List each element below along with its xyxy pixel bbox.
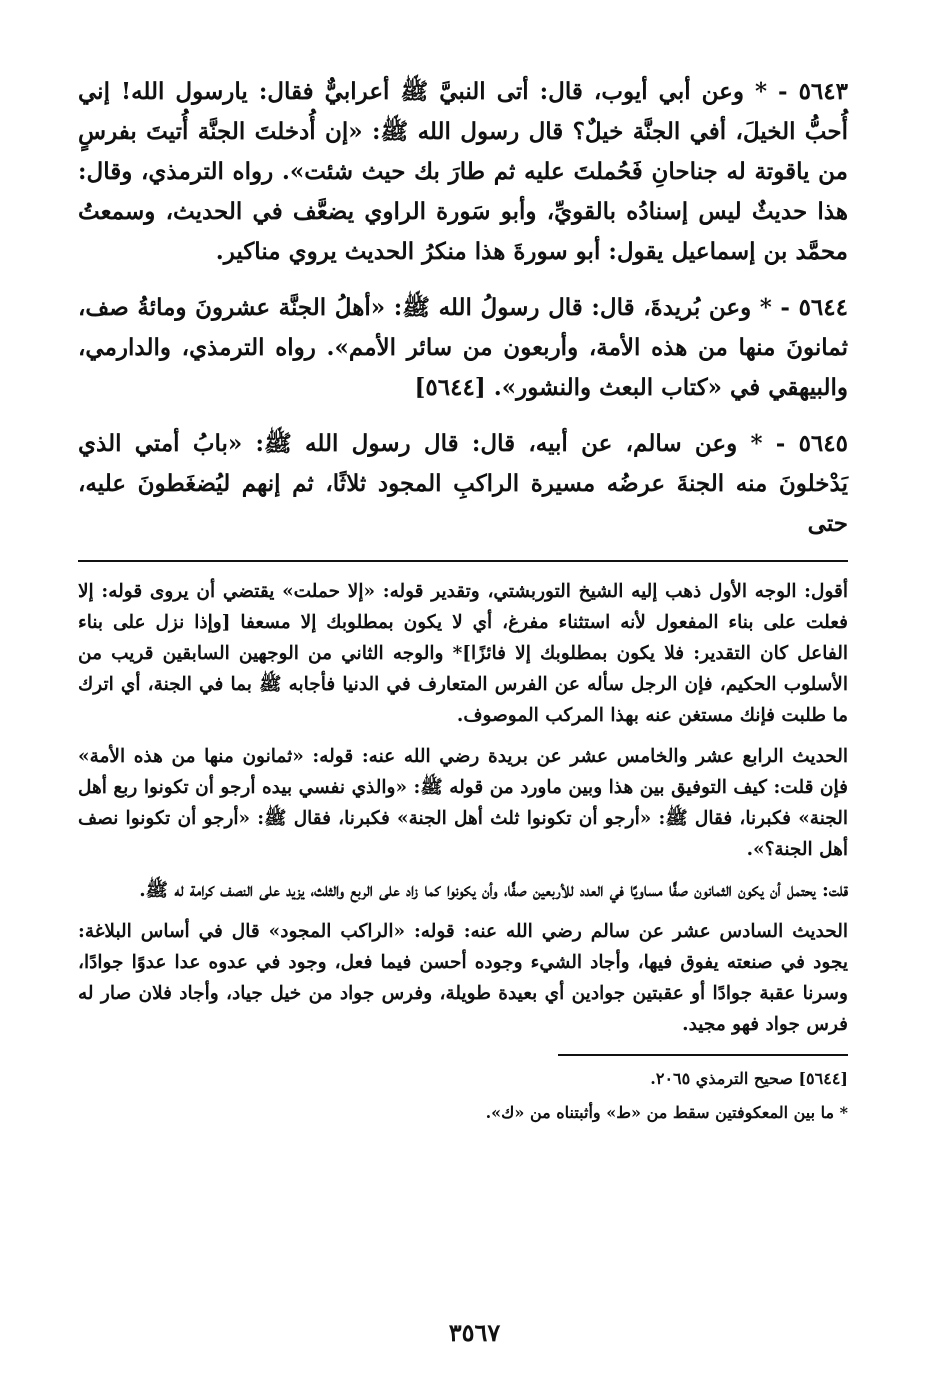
commentary-paragraph-4: الحديث السادس عشر عن سالم رضي الله عنه: قوله: «الراكب المجود» قال في أساس البلاغة: يجود في صنعته يفوق فيها، وأجاد الشيء وجوده أحسن فيما فعل، وجود في عدوه عدا عدوًا جوادًا، وسرنا عقبة جوادًا أو عقبتين جوادين أي بعيدة طويلة، وفرس جواد من خيل جياد، وأجاد فلان صار له فرس جواد فهو مجيد. [78, 921, 848, 1035]
commentary-paragraph-2: الحديث الرابع عشر والخامس عشر عن بريدة رضي الله عنه: قوله: «ثمانون منها من هذه الأمة» فإن قلت: كيف التوفيق بين هذا وبين ماورد من قوله ﷺ: «والذي نفسي بيده أرجو أن تكونوا ربع أهل الجنة» فكبرنا، فقال ﷺ: «أرجو أن تكونوا ثلث أهل الجنة» فكبرنا، فقال ﷺ: «أرجو أن تكونوا نصف أهل الجنة؟». [78, 746, 848, 860]
footnote-reference: [٥٦٤٤] صحيح الترمذي ٢٠٦٥. [650, 1069, 848, 1088]
footnote-divider [558, 1054, 848, 1056]
commentary-paragraph-3: قلت: يحتمل أن يكون الثمانون صفًّا مساويًا في العدد للأربعين صفًّا، وأن يكونوا كما زاد على الربع والثلث، يزيد على النصف كرامة له ﷺ. [139, 880, 848, 901]
hadith-5644: ٥٦٤٤ - * وعن بُريدةَ، قال: قال رسولُ الله ﷺ: «أهلُ الجنَّة عشرونَ ومائةُ صف، ثمانونَ منها من هذه الأمة، وأربعون من سائر الأمم». رواه الترمذي، والدارمي، والبيهقي في «كتاب البعث والنشور». [٥٦٤٤] [78, 294, 848, 401]
commentary-paragraph-1: أقول: الوجه الأول ذهب إليه الشيخ التوربشتي، وتقدير قوله: «إلا حملت» يقتضي أن يروى قوله: إلا فعلت على بناء المفعول لأنه استثناء مفرغ، أي لا يكون بمطلوبك إلا مسعفا [وإذا نزل على بناء الفاعل كان التقدير: فلا يكون بمطلوبك إلا فائزًا]* والوجه الثاني من الوجهين السابقين قريب من الأسلوب الحكيم، فإن الرجل سأله عن الفرس المتعارف في الدنيا فأجابه ﷺ بما في الجنة، أي اترك ما طلبت فإنك مستغن عنه بهذا المركب الموصوف. [78, 581, 848, 726]
footnotes-section [78, 1066, 848, 1126]
hadith-5643: ٥٦٤٣ - * وعن أبي أيوب، قال: أتى النبيَّ ﷺ أعرابيٌّ فقال: يارسول الله! إني أُحبُّ الخيلَ، أفي الجنَّة خيلٌ؟ قال رسول الله ﷺ: «إن أُدخلتَ الجنَّة أُتيتَ بفرسٍ من ياقوتة له جناحانِ فَحُملتَ عليه ثم طارَ بك حيث شئت». رواه الترمذي، وقال: هذا حديثٌ ليس إسنادُه بالقويِّ، وأبو سَورة الراوي يضعَّف في الحديث، وسمعتُ محمَّد بن إسماعيل يقول: أبو سورةَ هذا منكرُ الحديث يروي مناكير. [78, 78, 849, 265]
page-number: ٣٥٦٧ [448, 1318, 501, 1347]
commentary-section [78, 576, 848, 1040]
book-page [78, 72, 848, 1134]
section-divider [78, 560, 848, 562]
hadith-5645: ٥٦٤٥ - * وعن سالم، عن أبيه، قال: قال رسول الله ﷺ: «بابُ أمتي الذي يَدْخلونَ منه الجنةَ عرضُه مسيرة الراكبِ المجود ثلاثًا، ثم إنهم ليُضغَطونَ عليه، حتى [78, 430, 848, 537]
footnote-note: * ما بين المعكوفتين سقط من «ط» وأثبتناه من «ك». [485, 1103, 848, 1122]
hadith-text [78, 72, 848, 544]
